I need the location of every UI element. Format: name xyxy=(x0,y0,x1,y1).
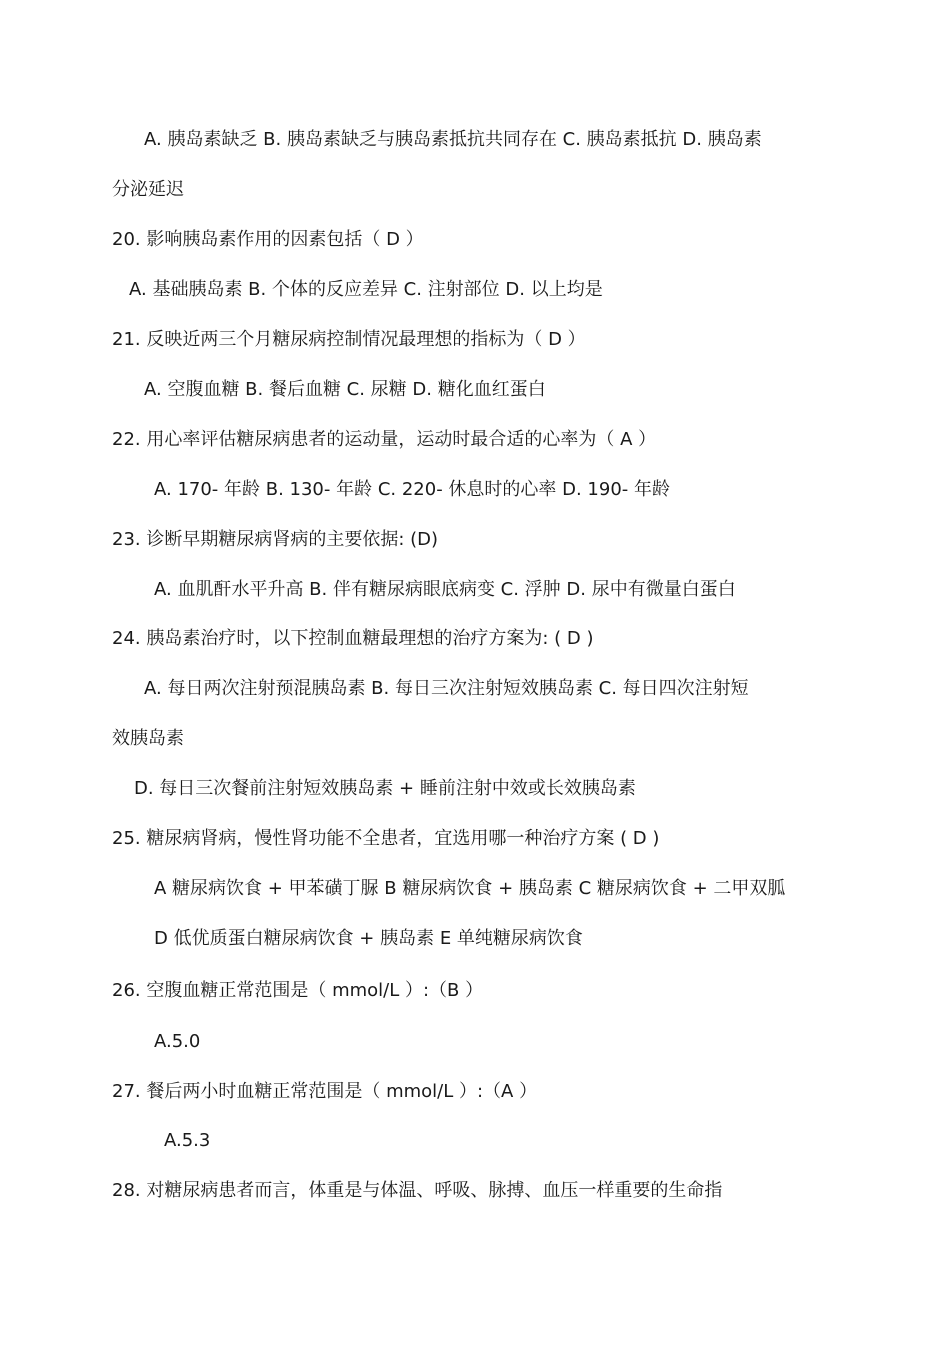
q21-question: 21. 反映近两三个月糖尿病控制情况最理想的指标为（ D ） xyxy=(112,329,586,350)
q19-options-line: A. 胰岛素缺乏 B. 胰岛素缺乏与胰岛素抵抗共同存在 C. 胰岛素抵抗 D. 胰岛素 xyxy=(144,129,762,150)
q22-question: 22. 用心率评估糖尿病患者的运动量，运动时最合适的心率为（ A ） xyxy=(112,429,657,450)
q20-options: A. 基础胰岛素 B. 个体的反应差异 C. 注射部位 D. 以上均是 xyxy=(129,279,603,300)
q20-question: 20. 影响胰岛素作用的因素包括（ D ） xyxy=(112,229,424,250)
q22-options: A. 170- 年龄 B. 130- 年龄 C. 220- 休息时的心率 D. 190- 年龄 xyxy=(154,479,671,500)
q25-options-continuation: D 低优质蛋白糖尿病饮食 + 胰岛素 E 单纯糖尿病饮食 xyxy=(154,928,583,949)
q26-question: 26. 空腹血糖正常范围是（ mmol/L ）:（B ） xyxy=(112,980,484,1001)
q24-option-d: D. 每日三次餐前注射短效胰岛素 + 睡前注射中效或长效胰岛素 xyxy=(134,778,636,799)
q27-question: 27. 餐后两小时血糖正常范围是（ mmol/L ）:（A ） xyxy=(112,1081,538,1102)
q19-options-continuation: 分泌延迟 xyxy=(112,179,184,200)
q24-question: 24. 胰岛素治疗时，以下控制血糖最理想的治疗方案为: ( D ) xyxy=(112,628,594,649)
q23-question: 23. 诊断早期糖尿病肾病的主要依据: (D) xyxy=(112,529,439,550)
q23-options: A. 血肌酐水平升高 B. 伴有糖尿病眼底病变 C. 浮肿 D. 尿中有微量白蛋白 xyxy=(154,579,736,600)
q24-options-continuation: 效胰岛素 xyxy=(112,728,184,749)
q25-question: 25. 糖尿病肾病，慢性肾功能不全患者，宜选用哪一种治疗方案 ( D ) xyxy=(112,828,660,849)
q28-question: 28. 对糖尿病患者而言，体重是与体温、呼吸、脉搏、血压一样重要的生命指 xyxy=(112,1180,723,1201)
q26-option: A.5.0 xyxy=(154,1031,201,1052)
q27-option: A.5.3 xyxy=(164,1130,211,1151)
q21-options: A. 空腹血糖 B. 餐后血糖 C. 尿糖 D. 糖化血红蛋白 xyxy=(144,379,546,400)
q24-options-line: A. 每日两次注射预混胰岛素 B. 每日三次注射短效胰岛素 C. 每日四次注射短 xyxy=(144,678,749,699)
q25-options-line: A 糖尿病饮食 + 甲苯磺丁脲 B 糖尿病饮食 + 胰岛素 C 糖尿病饮食 + 二甲双胍 xyxy=(154,878,786,899)
